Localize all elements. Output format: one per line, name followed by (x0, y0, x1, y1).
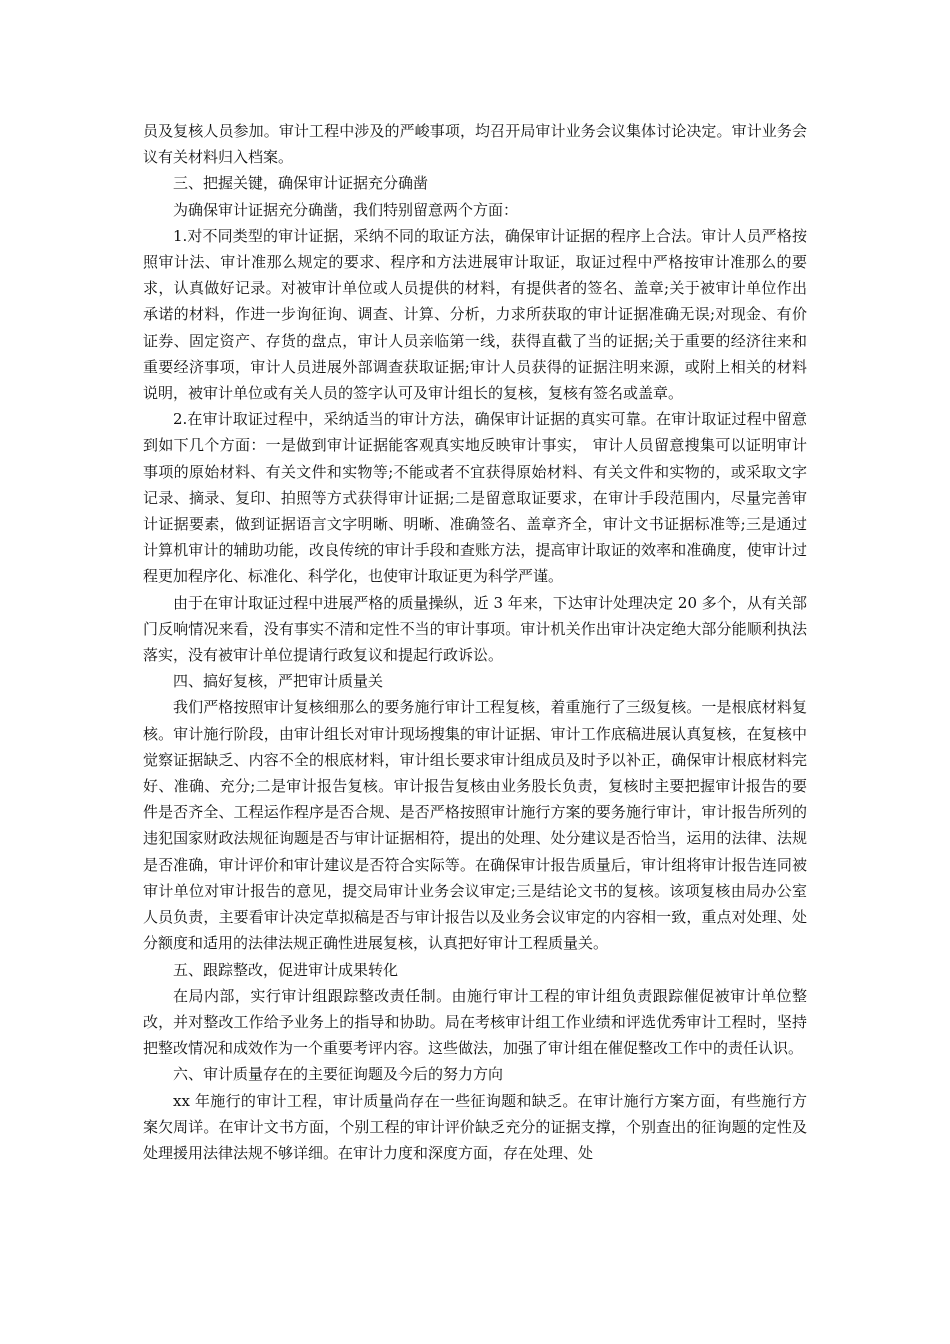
paragraph-7: 在局内部，实行审计组跟踪整改责任制。由施行审计工程的审计组负责跟踪催促被审计单位整改，并对整改工作给予业务上的指导和协助。局在考核审计组工作业绩和评选优秀审计工程时，坚持把整改情况和成效作为一个重要考评内容。这些做法，加强了审计组在催促整改工作中的责任认识。 (143, 986, 807, 1058)
paragraph-2: 为确保审计证据充分确凿，我们特别留意两个方面： (173, 200, 519, 219)
section-heading-3: 三、把握关键，确保审计证据充分确凿 (173, 174, 429, 193)
section-heading-4: 四、搞好复核，严把审计质量关 (173, 672, 384, 691)
paragraph-1: 员及复核人员参加。审计工程中涉及的严峻事项，均召开局审计业务会议集体讨论决定。审计业务会议有关材料归入档案。 (143, 122, 807, 167)
paragraph-3: 1.对不同类型的审计证据，采纳不同的取证方法，确保审计证据的程序上合法。审计人员严格按照审计法、审计准那么规定的要求、程序和方法进展审计取证，取证过程中严格按审计准那么的要求，认真做好记录。对被审计单位或人员提供的材料，有提供者的签名、盖章;关于被审计单位作出承诺的材料，作进一步询征询、调查、计算、分析，力求所获取的审计证据准确无误;对现金、有价证券、固定资产、存货的盘点，审计人员亲临第一线，获得直截了当的证据;关于重要的经济往来和重要经济事项，审计人员进展外部调查获取证据;审计人员获得的证据注明来源，或附上相关的材料说明，被审计单位或有关人员的签字认可及审计组长的复核，复核有签名或盖章。 (143, 226, 807, 403)
section-heading-6: 六、审计质量存在的主要征询题及今后的努力方向 (173, 1065, 504, 1084)
paragraph-8: xx 年施行的审计工程，审计质量尚存在一些征询题和缺乏。在审计施行方案方面，有些施行方案欠周详。在审计文书方面，个别工程的审计评价缺乏充分的证据支撑，个别查出的征询题的定性及处理援用法律法规不够详细。在审计力度和深度方面，存在处理、处 (143, 1091, 807, 1162)
paragraph-6: 我们严格按照审计复核细那么的要务施行审计工程复核，着重施行了三级复核。一是根底材料复核。审计施行阶段，由审计组长对审计现场搜集的审计证据、审计工作底稿进展认真复核，在复核中觉察证据缺乏、内容不全的根底材料，审计组长要求审计组成员及时予以补正，确保审计根底材料完好、准确、充分;二是审计报告复核。审计报告复核由业务股长负责，复核时主要把握审计报告的要件是否齐全、工程运作程序是否合规、是否严格按照审计施行方案的要务施行审计，审计报告所列的违犯国家财政法规征询题是否与审计证据相符，提出的处理、处分建议是否恰当，运用的法律、法规是否准确，审计评价和审计建议是否符合实际等。在确保审计报告质量后，审计组将审计报告连同被审计单位对审计报告的意见，提交局审计业务会议审定;三是结论文书的复核。该项复核由局办公室人员负责，主要看审计决定草拟稿是否与审计报告以及业务会议审定的内容相一致，重点对处理、处分额度和适用的法律法规正确性进展复核，认真把好审计工程质量关。 (143, 698, 807, 953)
document-body (143, 118, 807, 1166)
paragraph-5: 由于在审计取证过程中进展严格的质量操纵，近 3 年来，下达审计处理决定 20 多个，从有关部门反响情况来看，没有事实不清和定性不当的审计事项。审计机关作出审计决定绝大部分能顺利执法落实，没有被审计单位提请行政复议和提起行政诉讼。 (143, 593, 807, 665)
section-heading-5: 五、跟踪整改，促进审计成果转化 (173, 960, 399, 979)
paragraph-4: 2.在审计取证过程中，采纳适当的审计方法，确保审计证据的真实可靠。在审计取证过程中留意到如下几个方面：一是做到审计证据能客观真实地反映审计事实， 审计人员留意搜集可以证明审计事项的原始材料、有关文件和实物等;不能或者不宜获得原始材料、有关文件和实物的，或采取文字记录、摘录、复印、拍照等方式获得审计证据;二是留意取证要求，在审计手段范围内，尽量完善审计证据要素，做到证据语言文字明晰、明晰、准确签名、盖章齐全，审计文书证据标准等;三是通过计算机审计的辅助功能，改良传统的审计手段和查账方法，提高审计取证的效率和准确度，使审计过程更加程序化、标准化、科学化，也使审计取证更为科学严谨。 (143, 410, 807, 586)
